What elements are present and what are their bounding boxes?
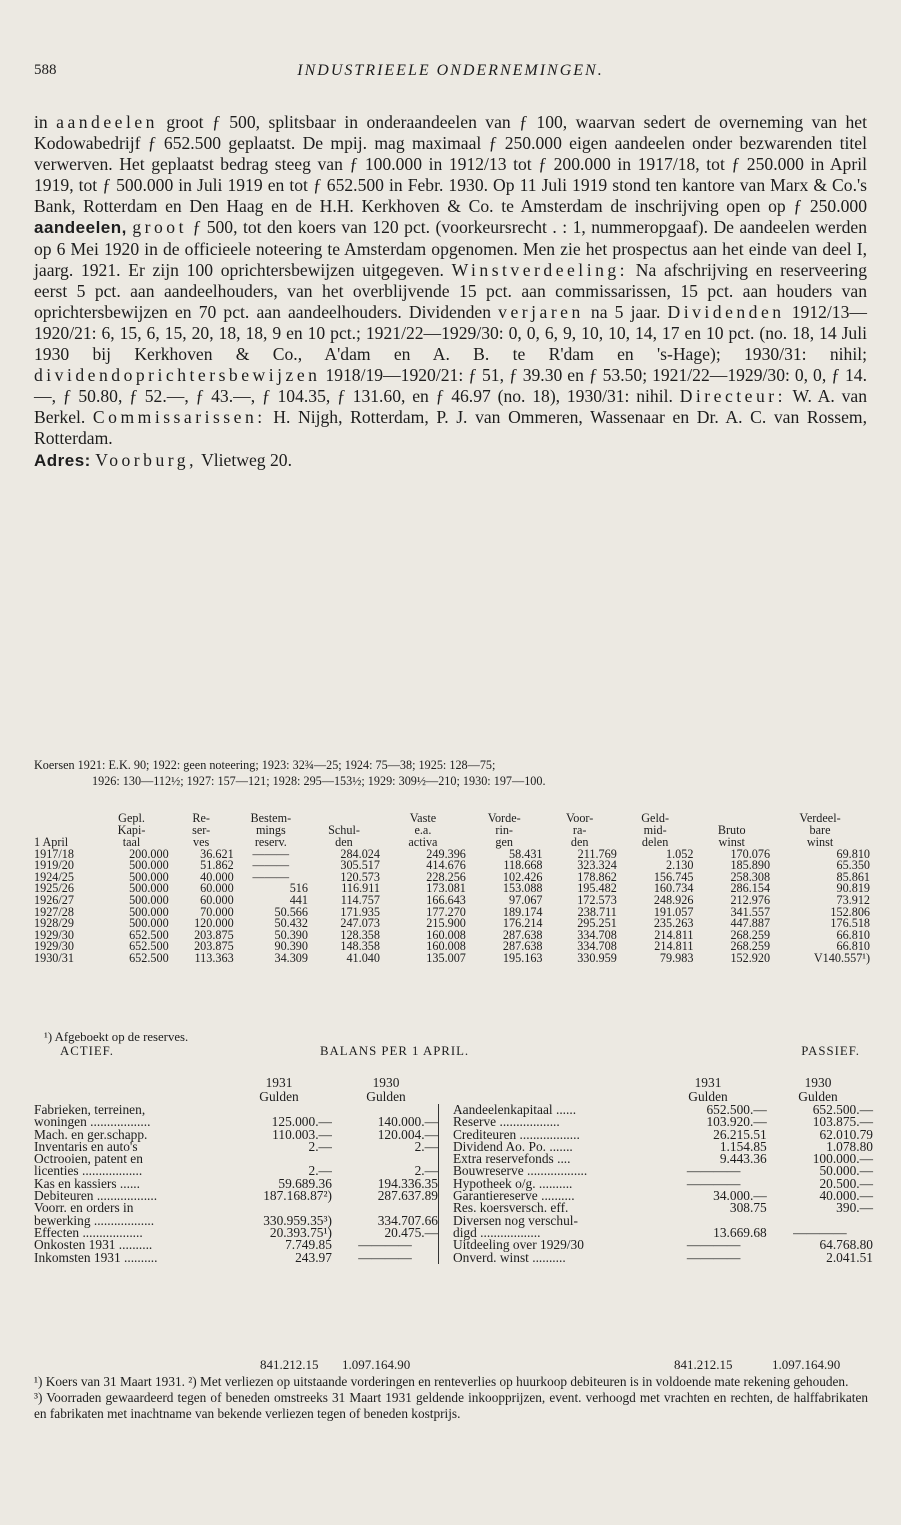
table-cell: 113.363 (194, 950, 234, 965)
table-cell: 189.174 (502, 904, 543, 919)
table-cell: 500.000 (129, 916, 169, 931)
header-line: Geld- (641, 811, 669, 825)
table-cell: 58.431 (509, 846, 543, 861)
table-cell: 249.396 (426, 846, 466, 861)
balance-value: 20.393.75¹) (269, 1224, 332, 1240)
balance-value: ———— (686, 1237, 741, 1253)
table-cell: 160.008 (426, 939, 466, 954)
table-cell: 214.811 (654, 939, 694, 954)
note-1: ¹) Koers van 31 Maart 1931. ²) Met verliezen op uitstaande vorderingen en renteverlies op huurkoop debiteuren is in voldoende mate rekening gehouden. (34, 1374, 849, 1389)
text-run: 1918/19—1920/21: ƒ 51, ƒ 39.30 en ƒ 53.50; 1921/22—1929/30: 0, 0, ƒ 14.—, ƒ 50.80, ƒ 52.—, ƒ 43.—, ƒ 104.35, ƒ 131.60, en ƒ 46.97 (no. 18), 1930/31: nihil. (34, 365, 867, 407)
table-cell: 156.745 (653, 869, 694, 884)
table-cell: 414.676 (426, 858, 466, 873)
year-label: 1931 (694, 1075, 722, 1090)
table-cell: 441 (289, 892, 308, 907)
table-cell: 40.000 (200, 869, 234, 884)
balance-value: 50.000.— (819, 1163, 873, 1179)
spaced-term: dividendoprichtersbewijzen (34, 365, 321, 386)
header-line: reserv. (254, 835, 287, 850)
header-line: delen (641, 835, 669, 850)
table-cell: 173.081 (426, 881, 466, 896)
balance-value: 308.75 (729, 1200, 767, 1216)
price-line-1: Koersen 1921: E.K. 90; 1922: geen noteering; 1923: 32¾—25; 1924: 75—38; 1925: 128—75; (34, 758, 496, 772)
balance-value: 652.500.— (812, 1102, 873, 1117)
column-header (693, 812, 770, 849)
table-cell: 247.073 (340, 916, 380, 931)
balance-value: ———— (793, 1224, 847, 1240)
balance-item-label: Effecten .................. (34, 1224, 143, 1240)
year-cell: 1917/18 (34, 846, 74, 861)
activa-label: ACTIEF. (60, 1044, 114, 1058)
balance-value: 1.154.85 (719, 1138, 767, 1154)
balance-value: 7.749.85 (285, 1237, 332, 1253)
column-header (234, 812, 308, 849)
column-header (169, 812, 234, 849)
header-line: Kapi- (117, 823, 146, 838)
spaced-term: Winstverdeeling: (451, 259, 629, 280)
spaced-term: verjaren (498, 301, 584, 322)
passiva-year-1931 (653, 1076, 763, 1104)
table-cell: 90.390 (274, 939, 308, 954)
text-run: Na afschrijving en reserveering eerst 5 pct. aan aandeelhouders, van het overblijvende 15 pct. aan commissarissen, 15 pct. aan houders van oprichtersbewijzen en 70 pct. aan aandeelhouders. Dividenden (34, 259, 868, 322)
table-cell: 268.259 (730, 927, 771, 942)
table-cell: 160.734 (653, 881, 694, 896)
table-cell: 34.309 (274, 950, 308, 965)
running-title: INDUSTRIEELE ONDERNEMINGEN. (297, 62, 604, 79)
table-cell: 66.810 (836, 939, 870, 954)
table-cell: 203.875 (194, 927, 234, 942)
balance-item-label: Kas en kassiers ...... (34, 1175, 140, 1191)
balance-value: 2.— (414, 1138, 438, 1154)
year-label: 1930 (804, 1075, 832, 1090)
text-run: ƒ 500, tot den koers van 120 pct. (voorkeursrecht . : 1, nummeropgaaf). De aandeelen werden op 6 Mei 1920 in de officieele noteering te Amsterdam opgenomen. Men zie het prospectus aan het einde van deel I, jaarg. 1921. Er zijn 100 oprichtersbewijzen uitgegeven. (34, 217, 867, 280)
passiva-year-1930 (763, 1076, 873, 1104)
year-cell: 1929/30 (34, 927, 74, 942)
balance-item-label: Dividend Ao. Po. ....... (453, 1138, 573, 1154)
balance-item-label: Reserve .................. (453, 1114, 560, 1130)
table-cell: 248.926 (653, 892, 694, 907)
table-cell: 323.324 (577, 858, 617, 873)
balance-item-label: Uitdeeling over 1929/30 (453, 1237, 584, 1253)
header-line: mid- (643, 823, 667, 838)
header-line: Verdeel- (799, 811, 841, 825)
price-history (34, 757, 867, 789)
balance-row (34, 1252, 438, 1264)
table-cell: 69.810 (836, 846, 870, 861)
balance-value: 20.475.— (384, 1224, 438, 1240)
table-cell: 41.040 (346, 950, 380, 965)
table-cell: 447.887 (730, 916, 771, 931)
balance-value: 59.689.36 (278, 1175, 332, 1191)
table-cell: 195.163 (502, 950, 543, 965)
table-row (34, 953, 870, 965)
header-line: Voor- (566, 811, 594, 825)
table-cell: 287.638 (502, 927, 543, 942)
year-label: 1930 (372, 1075, 400, 1090)
table-cell: 73.912 (836, 892, 870, 907)
table-cell: 152.920 (730, 950, 771, 965)
balance-value: ———— (358, 1237, 412, 1253)
column-header (770, 812, 870, 849)
spacer-cell (453, 1076, 653, 1104)
year-cell: 1929/30 (34, 939, 74, 954)
table-cell: 191.057 (653, 904, 694, 919)
year-cell: 1930/31 (34, 950, 74, 965)
year-cell: 1919/20 (34, 858, 74, 873)
year-cell: 1927/28 (34, 904, 74, 919)
table-cell: 166.643 (426, 892, 466, 907)
balance-item-label: Voorr. en orders in (34, 1200, 134, 1216)
balance-item-label: Diversen nog verschul- (453, 1212, 578, 1228)
activa-header (34, 1076, 438, 1104)
spaced-term: Commissarissen: (92, 407, 266, 428)
spaced-term: Dividenden (667, 301, 785, 322)
table-cell: 102.426 (502, 869, 543, 884)
spaced-term: groot (132, 217, 187, 238)
table-cell: 341.557 (730, 904, 771, 919)
bold-term: aandeelen, (34, 218, 127, 238)
balance-value: 13.669.68 (713, 1224, 767, 1240)
header-line: mings (255, 823, 286, 838)
year-cell: 1928/29 (34, 916, 74, 931)
table-cell: 286.154 (730, 881, 771, 896)
balance-value: 334.707.66 (377, 1212, 438, 1228)
year-cell: 1924/25 (34, 869, 74, 884)
table-cell: 135.007 (426, 950, 466, 965)
table-cell: 258.308 (730, 869, 771, 884)
balance-row (453, 1252, 873, 1264)
balance-value: 103.875.— (812, 1114, 873, 1130)
table-cell: 177.270 (426, 904, 466, 919)
balance-value: 20.500.— (819, 1175, 873, 1191)
table-cell: 305.517 (340, 858, 380, 873)
body-text (34, 112, 867, 471)
balance-value: ———— (686, 1163, 741, 1179)
passiva-table (453, 1104, 873, 1264)
table-cell: 153.088 (502, 881, 543, 896)
table-cell: 79.983 (659, 950, 694, 965)
address-street: Vlietweg 20. (197, 449, 292, 470)
passiva-header (453, 1076, 873, 1104)
total-activa-1931: 841.212.15 (260, 1357, 319, 1372)
column-header (308, 812, 380, 849)
balance-value: 40.000.— (819, 1188, 873, 1204)
table-cell: 516 (289, 881, 308, 896)
header-line: activa (408, 835, 438, 850)
balance-item-label: Inkomsten 1931 .......... (34, 1249, 158, 1265)
column-header (617, 812, 694, 849)
table-cell: 152.806 (830, 904, 870, 919)
text-run: W. A. van Berkel. (34, 386, 867, 428)
table-cell: 500.000 (129, 904, 169, 919)
balance-value: 120.004.— (377, 1126, 438, 1142)
unit-label: Gulden (259, 1089, 299, 1104)
balance-value: 1.078.80 (826, 1138, 873, 1154)
page-header (34, 62, 867, 86)
balance-value: 2.— (308, 1138, 332, 1154)
table-cell: 287.638 (502, 939, 543, 954)
address-label: Adres: (34, 450, 91, 470)
balance-value: 64.768.80 (819, 1237, 873, 1253)
table-cell: 652.500 (129, 950, 169, 965)
activa-year-1931 (224, 1076, 334, 1104)
header-line: den (570, 835, 589, 850)
table-cell: 116.911 (341, 881, 380, 896)
table-cell: 500.000 (129, 869, 169, 884)
balance-item-label: Mach. en ger.schapp. (34, 1126, 148, 1142)
balance-value: 2.— (414, 1163, 438, 1179)
table-cell: 176.214 (502, 916, 543, 931)
balance-item-label: woningen .................. (34, 1114, 151, 1130)
header-line: ves (193, 835, 210, 850)
unit-label: Gulden (798, 1089, 838, 1104)
table-cell: 330.959 (577, 950, 617, 965)
table-cell: 50.432 (274, 916, 308, 931)
balance-item-label: Octrooien, patent en (34, 1151, 143, 1167)
header-line: den (335, 835, 353, 850)
balance-item-label: Onkosten 1931 .......... (34, 1237, 153, 1253)
balance-header-row (34, 1076, 873, 1104)
header-line: gen (495, 835, 513, 850)
balance-item-label: bewerking .................. (34, 1212, 155, 1228)
table-cell: 2.130 (666, 858, 694, 873)
table-cell: 65.350 (836, 858, 870, 873)
header-line: bare (809, 823, 831, 838)
balance-value: 103.920.— (706, 1114, 767, 1130)
balance-item-label: Debiteuren .................. (34, 1188, 158, 1204)
year-cell: 1926/27 (34, 892, 74, 907)
table-cell: 97.067 (509, 892, 543, 907)
balance-value: 110.003.— (272, 1126, 332, 1142)
text-run: groot ƒ 500, splitsbaar in onderaandeelen van ƒ 100, waarvan sedert de overneming van het Kodowabedrijf ƒ 652.500 geplaatst. De mpij. mag maximaal ƒ 250.000 eigen aandeelen onder bezwarenden titel verwerven. Het geplaatst bedrag steeg van ƒ 100.000 in 1912/13 tot ƒ 200.000 in 1917/18, tot ƒ 250.000 in April 1919, tot ƒ 500.000 in Juli 1919 en tot ƒ 652.500 in Febr. 1930. Op 11 Juli 1919 stond ten kantore van Marx & Co.'s Bank, Rotterdam en Den Haag en de H.H. Kerkhoven & Co. te Amsterdam de inschrijving open op ƒ 250.000 (34, 112, 867, 217)
main-paragraph (34, 112, 867, 450)
header-line: Re- (192, 811, 210, 825)
header-line: Vorde- (487, 811, 521, 825)
price-line-2: 1926: 130—112½; 1927: 157—121; 1928: 295—153½; 1929: 309½—210; 1930: 197—100. (92, 774, 546, 788)
unit-label: Gulden (688, 1089, 728, 1104)
note-2: ³) Voorraden gewaardeerd tegen of beneden omstreeks 31 Maart 1931 geldende inkoopprijzen, event. verhoogd met vrachten en rechten, de halffabrikaten en fabrikaten met inachtname van bekende verliezen tegen of beneden kostprijs. (34, 1390, 868, 1421)
header-line: Vaste (409, 811, 437, 825)
balance-value: 187.168.87²) (263, 1188, 332, 1204)
activa-column (34, 1104, 439, 1264)
balance-value: 2.041.51 (826, 1249, 873, 1265)
table-cell: 185.890 (730, 858, 771, 873)
header-line: 1 April (34, 835, 69, 850)
table-cell: 228.256 (426, 869, 466, 884)
balance-value: ———— (358, 1249, 412, 1265)
table-cell: ——— (252, 858, 290, 873)
table-cell: 295.251 (577, 916, 617, 931)
total-passiva-1930: 1.097.164.90 (772, 1357, 841, 1372)
balance-value: 2.— (308, 1163, 332, 1179)
balance-item-label: Crediteuren .................. (453, 1126, 580, 1142)
page-number: 588 (34, 62, 57, 78)
balance-item-label: Bouwreserve .................. (453, 1163, 588, 1179)
table-cell: 200.000 (129, 846, 169, 861)
column-header (380, 812, 466, 849)
balance-item-label: Fabrieken, terreinen, (34, 1102, 146, 1117)
table-cell: 51.862 (200, 858, 234, 873)
balance-heading (60, 1044, 860, 1060)
table-cell: 50.390 (274, 927, 308, 942)
balance-item-label: digd .................. (453, 1224, 541, 1240)
text-run: na 5 jaar. (583, 301, 668, 322)
passiva-header-cell (453, 1076, 873, 1104)
balance-value: ———— (686, 1175, 741, 1191)
year-cell: 1925/26 (34, 881, 74, 896)
table-cell: 120.573 (340, 869, 380, 884)
financial-table-header (34, 812, 870, 849)
total-activa-1930: 1.097.164.90 (342, 1357, 411, 1372)
table-cell: 50.566 (274, 904, 308, 919)
table-cell: 118.668 (503, 858, 543, 873)
balance-value: 62.010.79 (819, 1126, 873, 1142)
table-cell: 214.811 (654, 927, 694, 942)
balance-value: 140.000.— (377, 1114, 438, 1130)
balance-sheet (34, 1076, 873, 1264)
table-cell: 60.000 (200, 892, 234, 907)
balance-value: 9.443.36 (719, 1151, 767, 1167)
header-line: winst (718, 835, 745, 850)
balance-totals (34, 1357, 868, 1373)
balance-item-label: Extra reservefonds .... (453, 1151, 571, 1167)
table-cell: 171.935 (340, 904, 380, 919)
table-cell: 172.573 (577, 892, 617, 907)
table-cell: 114.757 (340, 892, 380, 907)
balance-item-label: Onverd. winst .......... (453, 1249, 566, 1265)
balance-item-label: Res. koersversch. eff. (453, 1200, 569, 1216)
balance-value: 243.97 (295, 1249, 332, 1265)
total-passiva-1931: 841.212.15 (674, 1357, 733, 1372)
activa-year-1930 (334, 1076, 438, 1104)
activa-table (34, 1104, 438, 1264)
balance-value: 287.637.89 (377, 1188, 438, 1204)
table-cell: 652.500 (129, 927, 169, 942)
header-line: Gepl. (118, 811, 145, 825)
table-cell: 170.076 (730, 846, 771, 861)
table-cell: 120.000 (194, 916, 234, 931)
table-cell: 215.900 (426, 916, 466, 931)
balance-value: 26.215.51 (713, 1126, 767, 1142)
balance-value: 652.500.— (706, 1102, 767, 1117)
table-cell: 36.621 (200, 846, 234, 861)
table-cell: 238.711 (577, 904, 617, 919)
table-cell: 334.708 (577, 927, 617, 942)
table-cell: 60.000 (200, 881, 234, 896)
table-cell: 66.810 (836, 927, 870, 942)
spacer-cell (34, 1076, 224, 1104)
spaced-term: aandeelen (56, 112, 158, 132)
header-line: taal (122, 835, 141, 850)
table-cell: 211.769 (577, 846, 617, 861)
balance-value: 390.— (836, 1200, 873, 1216)
table-cell: 128.358 (340, 927, 380, 942)
text-run: in (34, 112, 57, 132)
column-header (94, 812, 168, 849)
balance-value: 194.336.35 (377, 1175, 438, 1191)
balance-notes (34, 1374, 868, 1422)
header-line: Bestem- (250, 811, 292, 825)
header-line: Bruto (717, 823, 746, 838)
passiva-column (453, 1104, 873, 1264)
table-cell: 148.358 (340, 939, 380, 954)
column-header (543, 812, 617, 849)
header-line: e.a. (414, 823, 432, 838)
spacer-cell (439, 1076, 454, 1104)
text-run: H. Nijgh, Rotterdam, P. J. van Ommeren, Wassenaar en Dr. A. C. van Rossem, Rotterdam. (34, 407, 867, 449)
table-cell: 500.000 (129, 881, 169, 896)
balance-value: 125.000.— (271, 1114, 332, 1130)
table-cell: 160.008 (426, 927, 466, 942)
table-cell: 1.052 (666, 846, 694, 861)
spaced-term: Directeur: (679, 386, 786, 407)
header-row (34, 812, 870, 849)
balance-value: 34.000.— (713, 1188, 767, 1204)
table-cell: 334.708 (577, 939, 617, 954)
table-cell: 85.861 (836, 869, 870, 884)
header-line: Schul- (328, 823, 360, 838)
table-cell: 70.000 (200, 904, 234, 919)
table-cell: 500.000 (129, 858, 169, 873)
header-line: ser- (192, 823, 211, 838)
address-city: Voorburg, (95, 449, 197, 470)
balance-value: 100.000.— (812, 1151, 873, 1167)
header-line: ra- (572, 823, 587, 838)
table-cell: V140.557¹) (813, 950, 870, 965)
header-line: rin- (495, 823, 513, 838)
address-line (34, 450, 867, 471)
financial-table-body (34, 846, 870, 965)
column-header (34, 812, 94, 849)
financial-table (34, 812, 870, 965)
table-cell: 178.862 (577, 869, 617, 884)
balance-item-label: Garantiereserve .......... (453, 1188, 575, 1204)
balance-item-label: Aandeelenkapitaal ...... (453, 1102, 577, 1117)
table-cell: 90.819 (836, 881, 870, 896)
table-cell: 212.976 (730, 892, 771, 907)
header-line: winst (806, 835, 834, 850)
table-cell: 268.259 (730, 939, 771, 954)
balance-title: BALANS PER 1 APRIL. (320, 1044, 470, 1058)
balance-item-label: Hypotheek o/g. .......... (453, 1175, 573, 1191)
balance-value: 330.959.35³) (263, 1212, 332, 1228)
table-cell: 235.263 (653, 916, 694, 931)
table-footnote: ¹) Afgeboekt op de reserves. (44, 1030, 189, 1044)
text-run: 1912/13—1920/21: 6, 15, 6, 15, 20, 18, 18, 9 en 10 pct.; 1921/22—1929/30: 0, 0, 6, 9, 10, 10, 14, 17 en 10 pct. (no. 18, 14 Juli 1930 bij Kerkhoven & Co., A'dam en A. B. te R'dam en 's-Hage); 1930/31: nihil; (34, 301, 867, 365)
column-divider (439, 1104, 454, 1264)
balance-value: ———— (686, 1249, 741, 1265)
year-row (34, 1076, 438, 1104)
year-row (453, 1076, 873, 1104)
balance-item-label: licenties .................. (34, 1163, 143, 1179)
table-cell: 203.875 (194, 939, 234, 954)
balance-body-row (34, 1104, 873, 1264)
table-cell: 176.518 (830, 916, 870, 931)
table-cell: 195.482 (577, 881, 617, 896)
column-header (466, 812, 543, 849)
table-cell: 652.500 (129, 939, 169, 954)
activa-header-cell (34, 1076, 439, 1104)
table-cell: ——— (252, 846, 290, 861)
passiva-label: PASSIEF. (801, 1044, 860, 1058)
table-cell: 284.024 (340, 846, 380, 861)
year-label: 1931 (265, 1075, 293, 1090)
balance-item-label: Inventaris en auto's (34, 1138, 138, 1154)
table-cell: ——— (252, 869, 290, 884)
table-cell: 500.000 (129, 892, 169, 907)
unit-label: Gulden (366, 1089, 406, 1104)
